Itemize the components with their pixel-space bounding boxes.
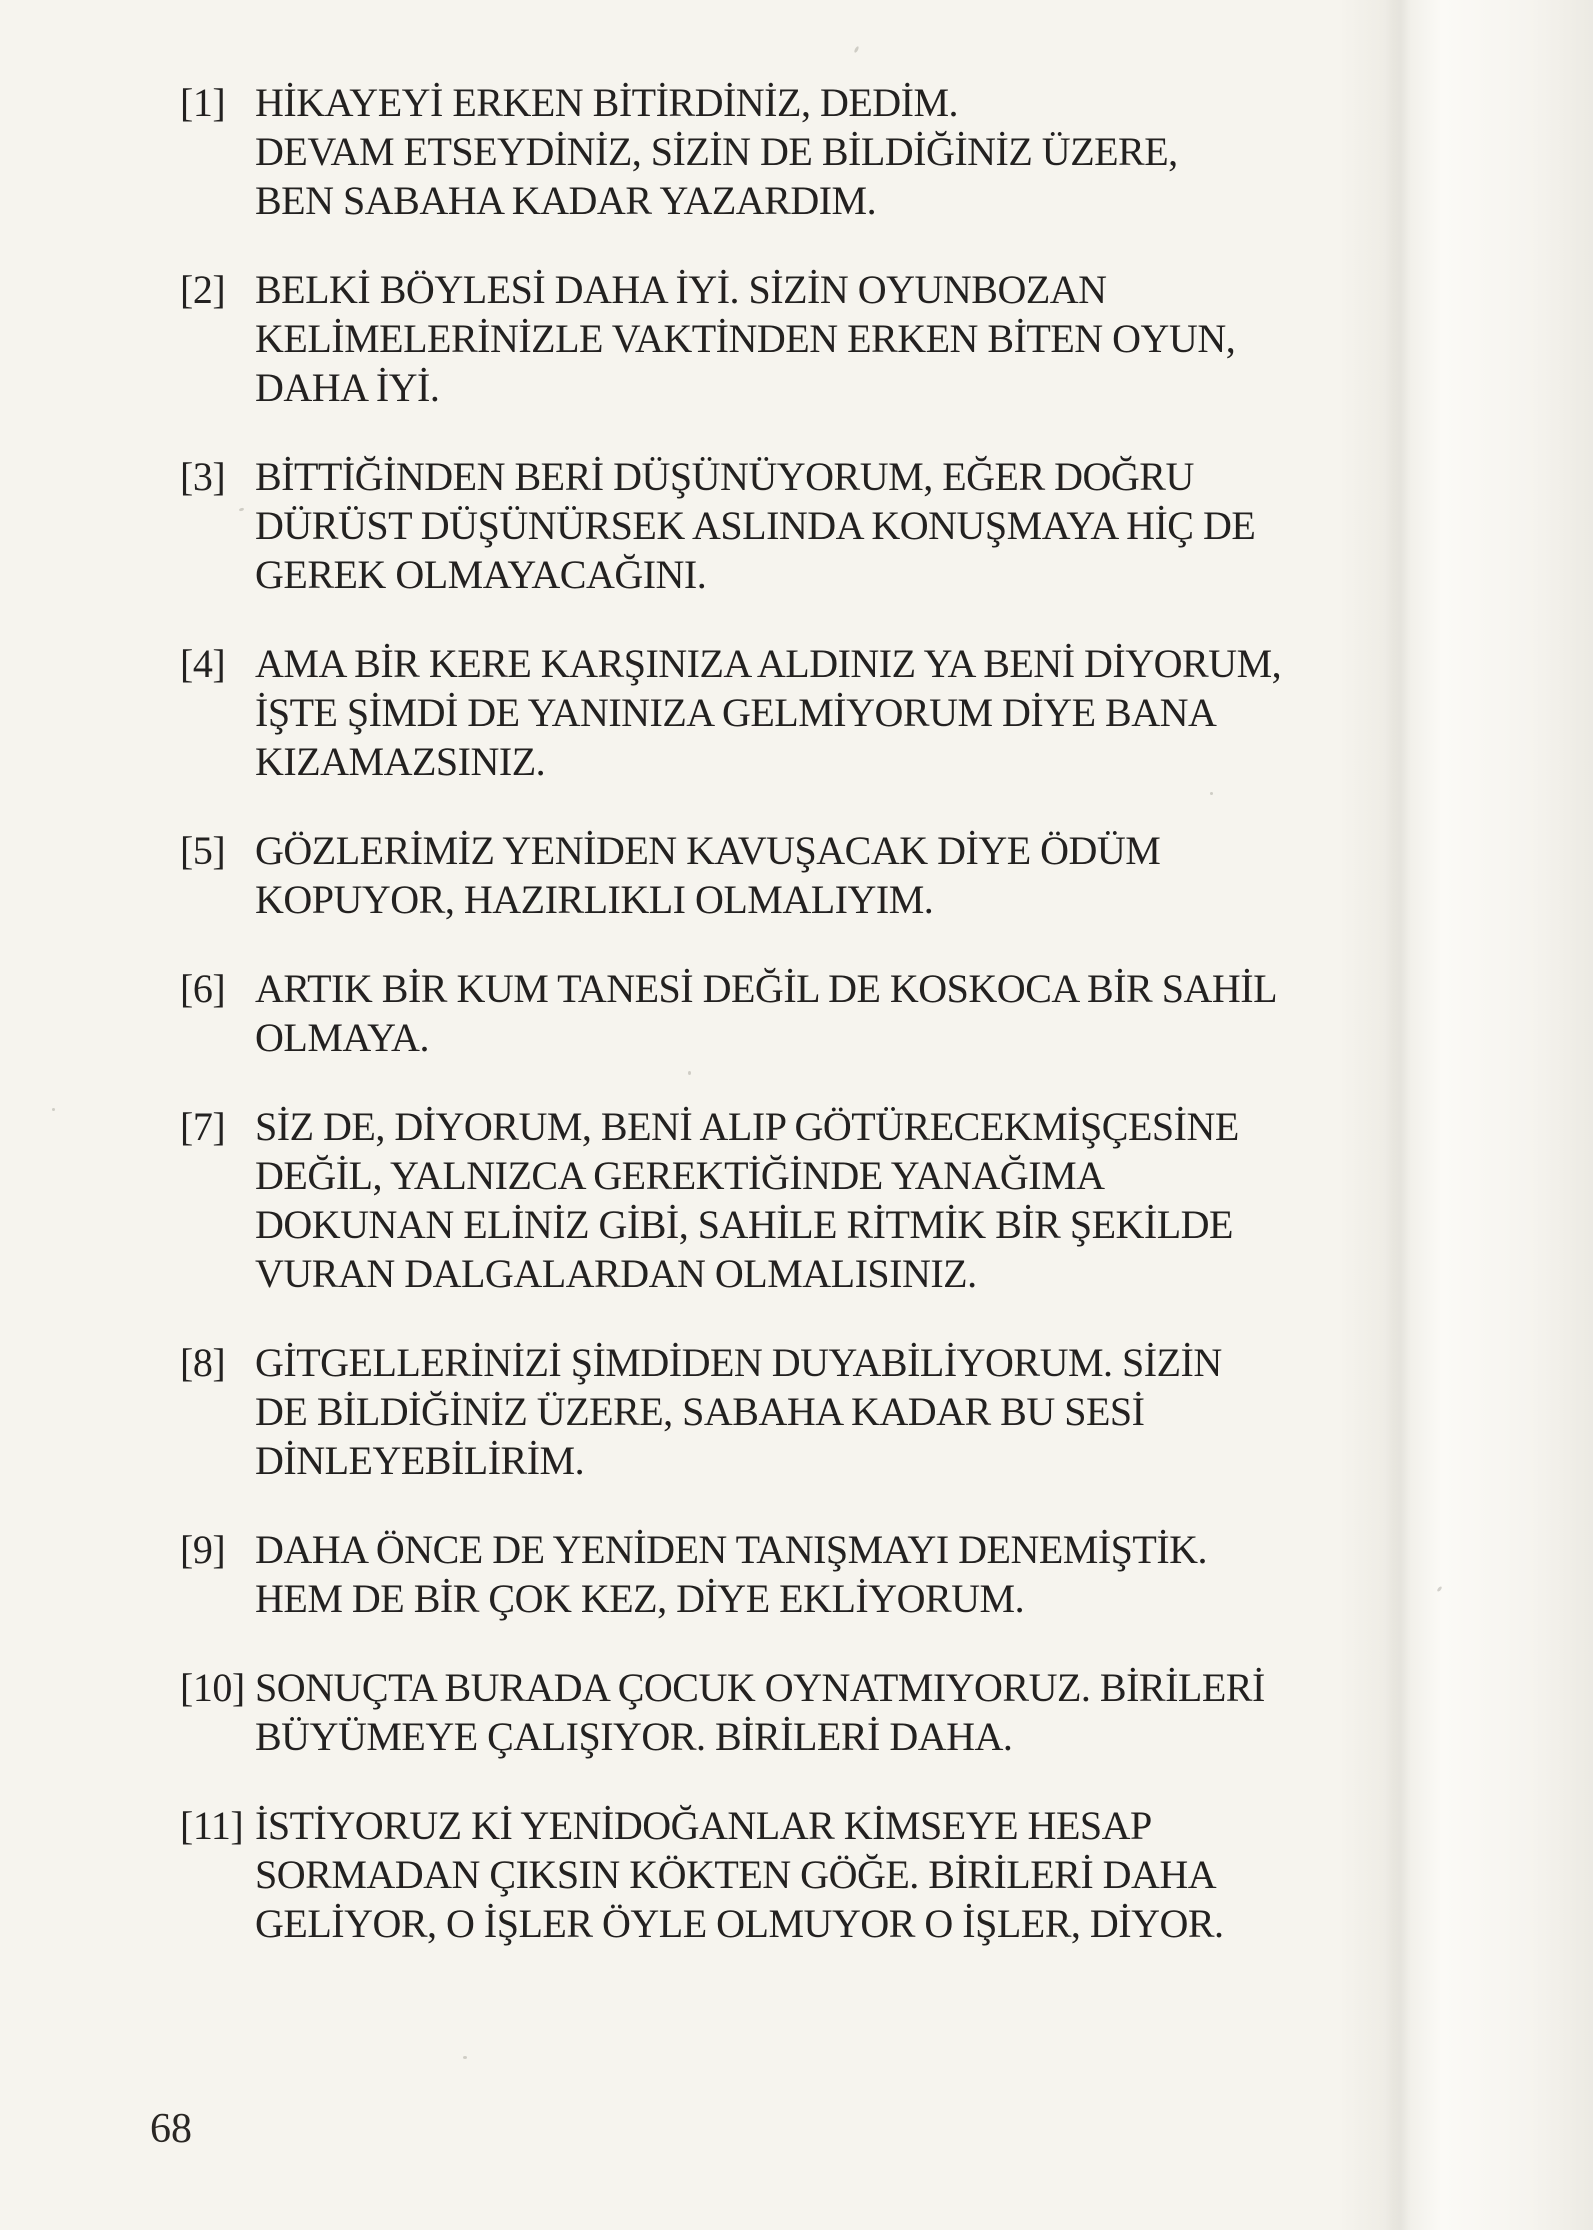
scan-speck bbox=[854, 46, 860, 54]
scan-speck bbox=[463, 2056, 467, 2059]
paragraph-marker: [1] bbox=[180, 80, 226, 125]
text-line: DÜRÜST DÜŞÜNÜRSEK ASLINDA KONUŞMAYA HİÇ DE bbox=[255, 503, 1256, 548]
text-line: KELİMELERİNİZLE VAKTİNDEN ERKEN BİTEN OYUN, bbox=[255, 316, 1236, 361]
paragraph-marker: [4] bbox=[180, 641, 226, 686]
text-line: HİKAYEYİ ERKEN BİTİRDİNİZ, DEDİM. bbox=[255, 80, 959, 125]
paragraph bbox=[180, 452, 1440, 599]
paragraph-marker: [9] bbox=[180, 1527, 226, 1572]
text-line: İŞTE ŞİMDİ DE YANINIZA GELMİYORUM DİYE BANA bbox=[255, 690, 1217, 735]
paragraph bbox=[180, 265, 1440, 412]
scan-speck bbox=[52, 1108, 55, 1111]
text-line: BİTTİĞİNDEN BERİ DÜŞÜNÜYORUM, EĞER DOĞRU bbox=[255, 454, 1194, 499]
text-line: DEĞİL, YALNIZCA GEREKTİĞİNDE YANAĞIMA bbox=[255, 1153, 1105, 1198]
paragraph-marker: [11] bbox=[180, 1803, 244, 1848]
text-line: DEVAM ETSEYDİNİZ, SİZİN DE BİLDİĞİNİZ ÜZERE, bbox=[255, 129, 1178, 174]
text-line: KOPUYOR, HAZIRLIKLI OLMALIYIM. bbox=[255, 877, 934, 922]
text-line: ARTIK BİR KUM TANESİ DEĞİL DE KOSKOCA BİR SAHİL bbox=[255, 966, 1278, 1011]
paragraph-marker: [5] bbox=[180, 828, 226, 873]
paragraph bbox=[180, 1338, 1440, 1485]
text-line: DE BİLDİĞİNİZ ÜZERE, SABAHA KADAR BU SESİ bbox=[255, 1389, 1145, 1434]
text-line: DOKUNAN ELİNİZ GİBİ, SAHİLE RİTMİK BİR ŞEKİLDE bbox=[255, 1202, 1233, 1247]
text-line: GİTGELLERİNİZİ ŞİMDİDEN DUYABİLİYORUM. SİZİN bbox=[255, 1340, 1222, 1385]
paragraph-text bbox=[255, 78, 1440, 225]
text-line: VURAN DALGALARDAN OLMALISINIZ. bbox=[255, 1251, 977, 1296]
paragraph bbox=[180, 78, 1440, 225]
text-line: AMA BİR KERE KARŞINIZA ALDINIZ YA BENİ DİYORUM, bbox=[255, 641, 1282, 686]
paragraph-marker: [3] bbox=[180, 454, 226, 499]
text-line: SORMADAN ÇIKSIN KÖKTEN GÖĞE. BİRİLERİ DAHA bbox=[255, 1852, 1217, 1897]
paragraph-text bbox=[255, 1102, 1440, 1298]
text-line: DİNLEYEBİLİRİM. bbox=[255, 1438, 585, 1483]
page-number: 68 bbox=[150, 2106, 192, 2152]
text-line: DAHA ÖNCE DE YENİDEN TANIŞMAYI DENEMİŞTİK. bbox=[255, 1527, 1208, 1572]
paragraph-text bbox=[255, 639, 1440, 786]
paragraph bbox=[180, 964, 1440, 1062]
paragraph bbox=[180, 826, 1440, 924]
paragraph bbox=[180, 1663, 1440, 1761]
paragraph bbox=[180, 1525, 1440, 1623]
paragraph-marker: [6] bbox=[180, 966, 226, 1011]
paragraph-text bbox=[255, 1801, 1440, 1948]
text-line: GELİYOR, O İŞLER ÖYLE OLMUYOR O İŞLER, DİYOR. bbox=[255, 1901, 1224, 1946]
paragraph-text bbox=[255, 1525, 1440, 1623]
paragraph-text bbox=[255, 1338, 1440, 1485]
text-line: DAHA İYİ. bbox=[255, 365, 440, 410]
text-line: KIZAMAZSINIZ. bbox=[255, 739, 546, 784]
text-line: BEN SABAHA KADAR YAZARDIM. bbox=[255, 178, 877, 223]
text-line: SONUÇTA BURADA ÇOCUK OYNATMIYORUZ. BİRİLERİ bbox=[255, 1665, 1265, 1710]
text-line: BÜYÜMEYE ÇALIŞIYOR. BİRİLERİ DAHA. bbox=[255, 1714, 1013, 1759]
text-line: GÖZLERİMİZ YENİDEN KAVUŞACAK DİYE ÖDÜM bbox=[255, 828, 1161, 873]
paragraph-text bbox=[255, 826, 1440, 924]
text-line: OLMAYA. bbox=[255, 1015, 429, 1060]
paragraph bbox=[180, 1102, 1440, 1298]
paragraph bbox=[180, 1801, 1440, 1948]
paragraph-text bbox=[255, 452, 1440, 599]
paragraph-text bbox=[255, 265, 1440, 412]
text-line: BELKİ BÖYLESİ DAHA İYİ. SİZİN OYUNBOZAN bbox=[255, 267, 1107, 312]
paragraph-marker: [2] bbox=[180, 267, 226, 312]
text-line: İSTİYORUZ Kİ YENİDOĞANLAR KİMSEYE HESAP bbox=[255, 1803, 1152, 1848]
paragraph-marker: [10] bbox=[180, 1665, 245, 1710]
paragraph bbox=[180, 639, 1440, 786]
text-line: SİZ DE, DİYORUM, BENİ ALIP GÖTÜRECEKMİŞÇESİNE bbox=[255, 1104, 1239, 1149]
text-line: GEREK OLMAYACAĞINI. bbox=[255, 552, 707, 597]
paragraph-marker: [8] bbox=[180, 1340, 226, 1385]
paragraph-marker: [7] bbox=[180, 1104, 226, 1149]
text-line: HEM DE BİR ÇOK KEZ, DİYE EKLİYORUM. bbox=[255, 1576, 1025, 1621]
paragraph-text bbox=[255, 1663, 1440, 1761]
paragraph-text bbox=[255, 964, 1440, 1062]
paragraph-list bbox=[180, 78, 1440, 1988]
